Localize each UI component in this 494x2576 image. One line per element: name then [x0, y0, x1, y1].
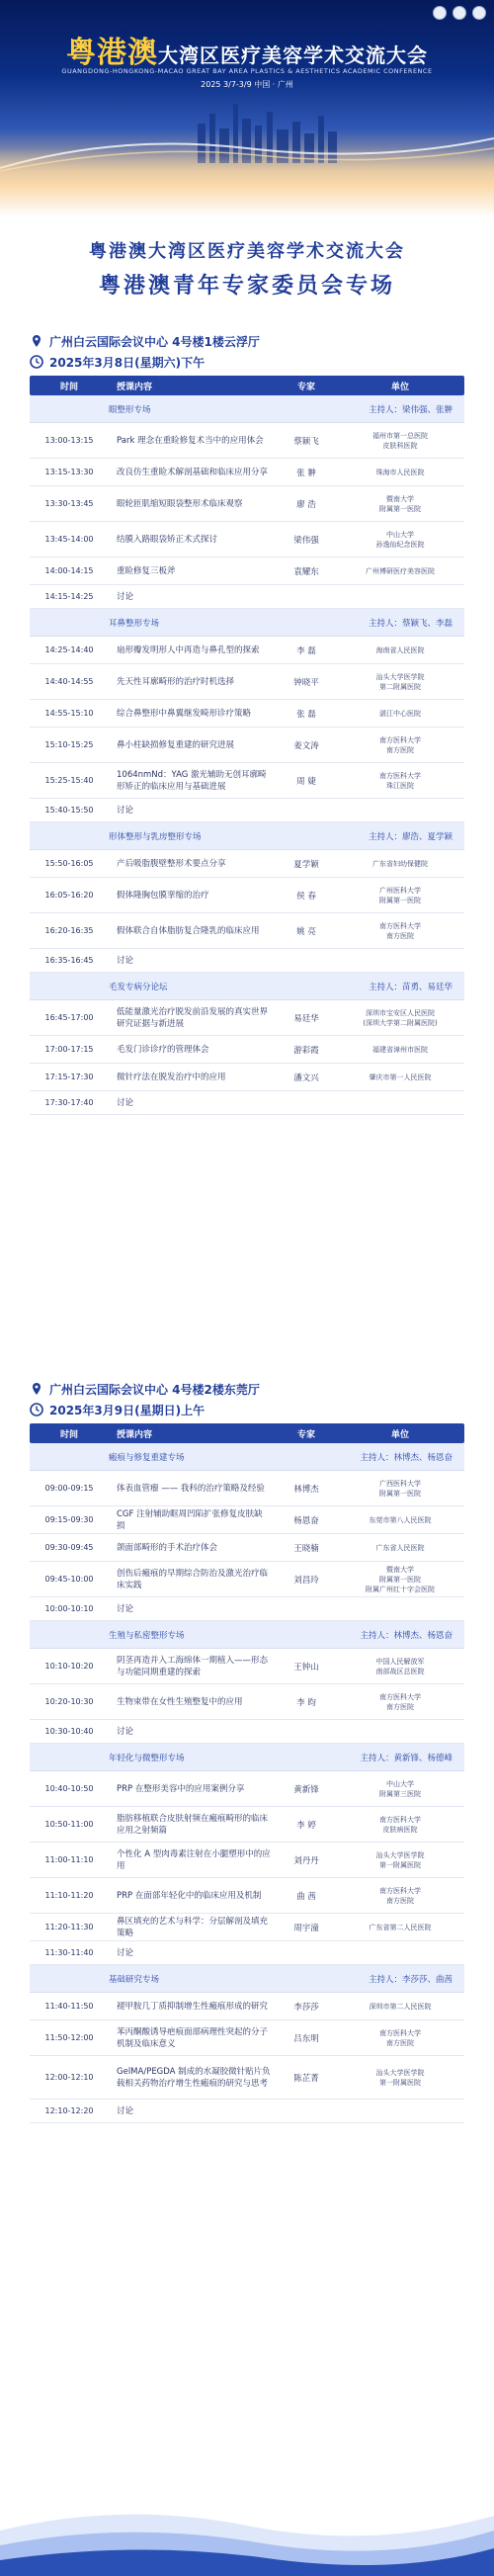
topic-cell: 综合鼻整形中鼻翼继发畸形诊疗策略 [117, 708, 252, 719]
time-cell: 13:45-14:00 [44, 535, 94, 544]
section-name: 眼整形专场 [109, 404, 151, 415]
topic-cell: 讨论 [117, 1726, 134, 1737]
page-title [0, 237, 494, 300]
unit-cell: 暨南大学 附属第一医院 附属广州红十字会医院 [366, 1565, 435, 1593]
expert-cell: 夏学颖 [293, 859, 319, 870]
expert-cell: 蔡颖飞 [293, 436, 319, 447]
section-header [30, 973, 464, 1000]
time-cell: 14:25-14:40 [44, 645, 94, 654]
unit-cell: 福建省漳州市医院 [372, 1045, 428, 1054]
topic-cell: 脂肪移植联合皮肤射频在瘢痕畸形的临床应用之射频篇 [117, 1813, 269, 1836]
unit-cell: 南方医科大学 南方医院 [379, 921, 421, 940]
time-cell: 10:50-11:00 [44, 1820, 94, 1829]
expert-cell: 姜文涛 [293, 740, 319, 751]
time-cell: 14:00-14:15 [44, 566, 94, 575]
time-cell: 16:45-17:00 [44, 1013, 94, 1022]
section-name: 耳鼻整形专场 [109, 618, 160, 629]
expert-cell: 李 婷 [296, 1820, 316, 1831]
conference-title: 粤港澳大湾区医疗美容学术交流大会 [89, 241, 405, 262]
time-cell: 09:45-10:00 [44, 1575, 94, 1584]
topic-cell: 讨论 [117, 2105, 134, 2116]
expert-cell: 李莎莎 [293, 2002, 319, 2013]
topic-cell: 先天性耳廓畸形的治疗时机选择 [117, 676, 235, 687]
topic-cell: GelMA/PEGDA 制成的水凝胶微针贴片负载相关药物治疗增生性瘢痕的研究与思考 [117, 2066, 271, 2089]
unit-cell: 广州医科大学 附属第一医院 [379, 886, 421, 904]
venue-text: 广州白云国际会议中心 4号楼2楼东莞厅 [49, 1382, 260, 1397]
column-header: 单位 [390, 1429, 409, 1440]
column-header: 专家 [296, 1429, 315, 1440]
expert-cell: 廖 浩 [296, 499, 316, 510]
time-cell: 13:15-13:30 [44, 468, 94, 476]
unit-cell: 深圳市宝安区人民医院 (深圳大学第二附属医院) [363, 1008, 438, 1027]
expert-cell: 钟晓平 [293, 677, 319, 688]
table-row [30, 949, 464, 973]
unit-cell: 南方医科大学 南方医院 [379, 1886, 421, 1905]
table-row [30, 522, 464, 558]
topic-cell: 生物束带在女性生殖整复中的应用 [117, 1696, 243, 1707]
time-cell: 12:10-12:20 [44, 2106, 94, 2115]
time-cell: 09:30-09:45 [44, 1543, 94, 1552]
table-row [30, 2020, 464, 2056]
table-row [30, 1649, 464, 1684]
expert-cell: 侯 春 [296, 891, 316, 902]
unit-cell: 福州市第一总医院 皮肤科医院 [372, 431, 428, 450]
section-host: 主持人：黄新锋、杨德峰 [360, 1753, 453, 1763]
topic-cell: 创伤后瘢痕的早期综合防治及激光治疗临床实践 [117, 1568, 269, 1590]
time-cell: 15:50-16:05 [44, 859, 94, 868]
expert-cell: 刘丹丹 [293, 1855, 319, 1866]
hero-subtitle-en: GUANGDONG-HONGKONG-MACAO GREAT BAY AREA PLASTICS & AESTHETICS ACADEMIC CONFERENCE [61, 67, 433, 75]
time-cell: 14:40-14:55 [44, 677, 94, 686]
time-cell: 11:50-12:00 [44, 2033, 94, 2042]
time-cell: 10:30-10:40 [44, 1727, 94, 1736]
venue-line [30, 1378, 464, 1400]
time-cell: 11:30-11:40 [44, 1948, 94, 1957]
table-row [30, 637, 464, 664]
time-cell: 11:40-11:50 [44, 2002, 94, 2011]
unit-cell: 南方医科大学 南方医院 [379, 1692, 421, 1711]
time-cell: 11:00-11:10 [44, 1855, 94, 1864]
expert-cell: 梁伟强 [293, 535, 319, 546]
unit-cell: 汕头大学医学院 第二附属医院 [375, 672, 425, 691]
section-host: 主持人：苗勇、易廷华 [368, 982, 453, 992]
expert-cell: 张 磊 [296, 709, 316, 720]
time-cell: 15:40-15:50 [44, 806, 94, 815]
time-cell: 13:30-13:45 [44, 499, 94, 508]
unit-cell: 汕头大学医学院 第一附属医院 [375, 1850, 425, 1869]
topic-cell: 讨论 [117, 1603, 134, 1614]
topic-cell: 毛发门诊诊疗的管理体会 [117, 1044, 209, 1055]
time-cell: 10:20-10:30 [44, 1697, 94, 1706]
expert-cell: 潘文兴 [293, 1073, 319, 1083]
table-row [30, 700, 464, 728]
table-row [30, 1562, 464, 1597]
time-cell: 17:30-17:40 [44, 1098, 94, 1107]
location-pin-icon [30, 334, 43, 348]
expert-cell: 周 婕 [296, 776, 316, 787]
time-cell: 09:00-09:15 [44, 1484, 94, 1493]
time-cell: 12:00-12:10 [44, 2073, 94, 2082]
hero-banner [0, 0, 494, 215]
topic-cell: 体表血管瘤 —— 我科的治疗策略及经验 [117, 1483, 265, 1494]
table-row [30, 486, 464, 522]
column-header: 单位 [390, 382, 409, 392]
unit-cell: 南方医科大学 皮肤病医院 [379, 1815, 421, 1834]
expert-cell: 易廷华 [293, 1013, 319, 1024]
unit-cell: 肇庆市第一人民医院 [369, 1073, 432, 1081]
table-row [30, 2056, 464, 2100]
time-cell: 10:40-10:50 [44, 1784, 94, 1793]
organizer-logo-icon [472, 6, 486, 20]
time-cell: 13:00-13:15 [44, 436, 94, 445]
topic-cell: 褪甲胺几丁质抑制增生性瘢痕形成的研究 [117, 2001, 269, 2012]
time-cell: 15:25-15:40 [44, 776, 94, 785]
location-pin-icon [30, 1382, 43, 1396]
topic-cell: 讨论 [117, 955, 134, 966]
topic-cell: 讨论 [117, 1097, 134, 1108]
expert-cell: 黄新锋 [293, 1784, 319, 1795]
topic-cell: PRP 在面部年轻化中的临床应用及机制 [117, 1890, 262, 1901]
table-row [30, 728, 464, 763]
time-cell: 10:00-10:10 [44, 1604, 94, 1613]
topic-cell: 改良仿生重睑术解剖基础和临床应用分享 [117, 467, 269, 477]
topic-cell: 鼻小柱缺损修复重建的研究进展 [117, 739, 235, 750]
topic-cell: 扇形瓣发明形人中再造与鼻孔型的探索 [117, 644, 260, 655]
table-row [30, 1471, 464, 1506]
unit-cell: 广东省人民医院 [375, 1543, 425, 1552]
time-cell: 09:15-09:30 [44, 1515, 94, 1524]
expert-cell: 游彩霞 [293, 1045, 319, 1056]
venue-text: 广州白云国际会议中心 4号楼1楼云浮厅 [49, 334, 260, 349]
unit-cell: 海南省人民医院 [375, 645, 425, 654]
topic-cell: 颌面部畸形的手术治疗体会 [117, 1542, 218, 1553]
expert-cell: 曲 茜 [296, 1891, 316, 1902]
unit-cell: 南方医科大学 南方医院 [379, 735, 421, 754]
unit-cell: 湛江中心医院 [379, 709, 421, 718]
topic-cell: Park 理念在重睑修复术当中的应用体会 [117, 435, 264, 446]
column-header: 授课内容 [117, 1429, 153, 1440]
table-row [30, 913, 464, 949]
column-header: 时间 [59, 382, 78, 392]
table-row [30, 1506, 464, 1534]
topic-cell: 低能量激光治疗脱发前沿发展的真实世界研究证据与新进展 [117, 1006, 269, 1029]
expert-cell: 袁耀东 [293, 566, 319, 577]
hero-title-rest: 大湾区医疗美容学术交流大会 [158, 43, 428, 67]
table-row [30, 878, 464, 913]
section-host: 主持人：蔡颖飞、李磊 [368, 618, 453, 629]
table-row [30, 799, 464, 822]
venue-line [30, 330, 464, 352]
expert-cell: 王晓楠 [293, 1543, 319, 1554]
topic-cell: PRP 在整形美容中的应用案例分享 [117, 1783, 245, 1794]
unit-cell: 南方医科大学 南方医院 [379, 2028, 421, 2047]
table-row [30, 1064, 464, 1091]
hero-title [0, 28, 494, 71]
topic-cell: 讨论 [117, 591, 134, 602]
unit-cell: 广西医科大学 附属第一医院 [379, 1479, 421, 1498]
topic-cell: 重睑修复三板斧 [117, 565, 176, 576]
section-host: 主持人：林博杰、杨恩奋 [360, 1452, 453, 1463]
unit-cell: 东莞市第八人民医院 [369, 1515, 432, 1524]
section-host: 主持人：李莎莎、曲茜 [368, 1974, 453, 1985]
hero-title-highlight: 粤港澳 [66, 36, 158, 70]
table-row [30, 1036, 464, 1064]
table-row [30, 1993, 464, 2020]
hero-date-place: 2025 3/7-3/9 中国 · 广州 [201, 80, 293, 89]
session-title: 粤港澳青年专家委员会专场 [98, 273, 395, 299]
topic-cell: 苯丙酮酸诱导疤痕面部病理性突起的分子机制及临床意义 [117, 2026, 269, 2049]
expert-cell: 姚 亮 [296, 926, 316, 937]
time-cell: 16:20-16:35 [44, 926, 94, 935]
unit-cell: 广东省妇幼保健院 [372, 859, 428, 868]
table-row [30, 763, 464, 799]
topic-cell: 讨论 [117, 805, 134, 816]
unit-cell: 广东省第二人民医院 [369, 1923, 432, 1932]
time-cell: 10:10-10:20 [44, 1662, 94, 1671]
time-cell: 17:00-17:15 [44, 1045, 94, 1054]
table-row [30, 850, 464, 878]
association-logo-icon [453, 6, 466, 20]
expert-cell: 张 翀 [296, 468, 316, 478]
expert-cell: 杨恩奋 [293, 1515, 319, 1526]
section-host: 主持人：廖浩、夏学颖 [368, 831, 453, 842]
table-row [30, 459, 464, 486]
footer-wave-decoration [0, 2491, 494, 2576]
time-cell: 16:35-16:45 [44, 956, 94, 965]
expert-cell: 李 昀 [296, 1697, 316, 1708]
section-host: 主持人：梁伟强、张翀 [368, 404, 453, 415]
topic-cell: 1064nmNd：YAG 激光辅助无创耳廓畸形矫正的临床应用与基础进展 [117, 769, 267, 792]
expert-cell: 刘昌玲 [293, 1575, 319, 1586]
expert-cell: 陈芷菁 [293, 2073, 319, 2084]
unit-cell: 暨南大学 附属第一医院 [379, 494, 421, 513]
unit-cell: 汕头大学医学院 第一附属医院 [375, 2068, 425, 2087]
expert-cell: 吕东明 [293, 2033, 319, 2044]
sponsor-logos [433, 6, 486, 20]
unit-cell: 中山大学 孙逸仙纪念医院 [375, 530, 425, 549]
topic-cell: 结膜入路眼袋矫正术式探讨 [117, 534, 218, 545]
table-header [30, 1423, 464, 1443]
date-line [30, 1400, 464, 1419]
topic-cell: 个性化 A 型肉毒素注射在小腿塑形中的应用 [117, 1848, 271, 1871]
expert-cell: 李 磊 [296, 645, 316, 656]
topic-cell: 眼轮匝肌缩短眼袋整形术临床观察 [117, 498, 243, 509]
table-row [30, 1914, 464, 1941]
clock-icon [30, 1403, 43, 1417]
unit-cell: 中国人民解放军 南部战区总医院 [375, 1657, 425, 1675]
table-row [30, 1843, 464, 1878]
unit-cell: 深圳市第二人民医院 [369, 2002, 432, 2011]
time-cell: 11:20-11:30 [44, 1923, 94, 1932]
section-header [30, 609, 464, 637]
section-name: 瘢痕与修复重建专场 [109, 1452, 185, 1463]
table-row [30, 1941, 464, 1965]
section-header [30, 1744, 464, 1771]
section-header [30, 1443, 464, 1471]
table-row [30, 1720, 464, 1744]
section-name: 毛发专病分论坛 [109, 982, 168, 992]
table-row [30, 1091, 464, 1115]
table-row [30, 585, 464, 609]
table-row [30, 2100, 464, 2123]
table-row [30, 664, 464, 700]
section-header [30, 1965, 464, 1993]
time-cell: 16:05-16:20 [44, 891, 94, 900]
topic-cell: 阴茎再造并入工海绵体一期植入——形态与功能同期重建的探索 [117, 1655, 269, 1677]
section-name: 形体整形与乳房整形专场 [109, 831, 202, 842]
expert-cell: 林博杰 [293, 1484, 319, 1495]
unit-cell: 广州博研医疗美容医院 [366, 566, 435, 575]
table-row [30, 1807, 464, 1843]
table-row [30, 423, 464, 459]
day-schedule [30, 330, 464, 1115]
section-header [30, 822, 464, 850]
column-header: 时间 [59, 1429, 78, 1440]
section-name: 基础研究专场 [109, 1974, 160, 1985]
section-name: 年轻化与微整形专场 [109, 1753, 185, 1763]
topic-cell: CGF 注射辅助眶周凹陷扩张修复皮肤缺损 [117, 1508, 263, 1531]
table-row [30, 1771, 464, 1807]
section-name: 生殖与私密整形专场 [109, 1630, 185, 1641]
time-cell: 15:10-15:25 [44, 740, 94, 749]
time-cell: 17:15-17:30 [44, 1073, 94, 1081]
day-schedule [30, 1378, 464, 2123]
topic-cell: 微针疗法在脱发治疗中的应用 [117, 1072, 226, 1082]
society-logo-icon [433, 6, 447, 20]
time-cell: 14:15-14:25 [44, 592, 94, 601]
expert-cell: 王钟山 [293, 1662, 319, 1673]
hero-glow [0, 148, 494, 215]
column-header: 授课内容 [117, 382, 153, 392]
time-cell: 11:10-11:20 [44, 1891, 94, 1900]
table-row [30, 1684, 464, 1720]
table-row [30, 1878, 464, 1914]
column-header: 专家 [296, 382, 315, 392]
time-cell: 14:55-15:10 [44, 709, 94, 718]
topic-cell: 假体隆胸包膜挛缩的治疗 [117, 890, 209, 901]
date-text: 2025年3月9日(星期日)上午 [49, 1403, 206, 1417]
table-row [30, 1000, 464, 1036]
section-header [30, 395, 464, 423]
date-text: 2025年3月8日(星期六)下午 [49, 355, 206, 370]
topic-cell: 假体联合自体脂肪复合隆乳的临床应用 [117, 925, 260, 936]
table-row [30, 558, 464, 585]
table-row [30, 1534, 464, 1562]
date-line [30, 352, 464, 372]
unit-cell: 珠海市人民医院 [375, 468, 425, 476]
section-header [30, 1621, 464, 1649]
unit-cell: 南方医科大学 珠江医院 [379, 771, 421, 790]
topic-cell: 产后吸脂腹壁整形术要点分享 [117, 858, 226, 869]
topic-cell: 讨论 [117, 1947, 134, 1958]
table-row [30, 1597, 464, 1621]
expert-cell: 周宇潼 [293, 1923, 319, 1933]
topic-cell: 鼻区填充的艺术与科学：分层解剖及填充策略 [117, 1916, 269, 1938]
unit-cell: 中山大学 附属第三医院 [379, 1779, 421, 1798]
table-header [30, 376, 464, 395]
clock-icon [30, 355, 43, 369]
section-host: 主持人：林博杰、杨恩奋 [360, 1630, 453, 1641]
